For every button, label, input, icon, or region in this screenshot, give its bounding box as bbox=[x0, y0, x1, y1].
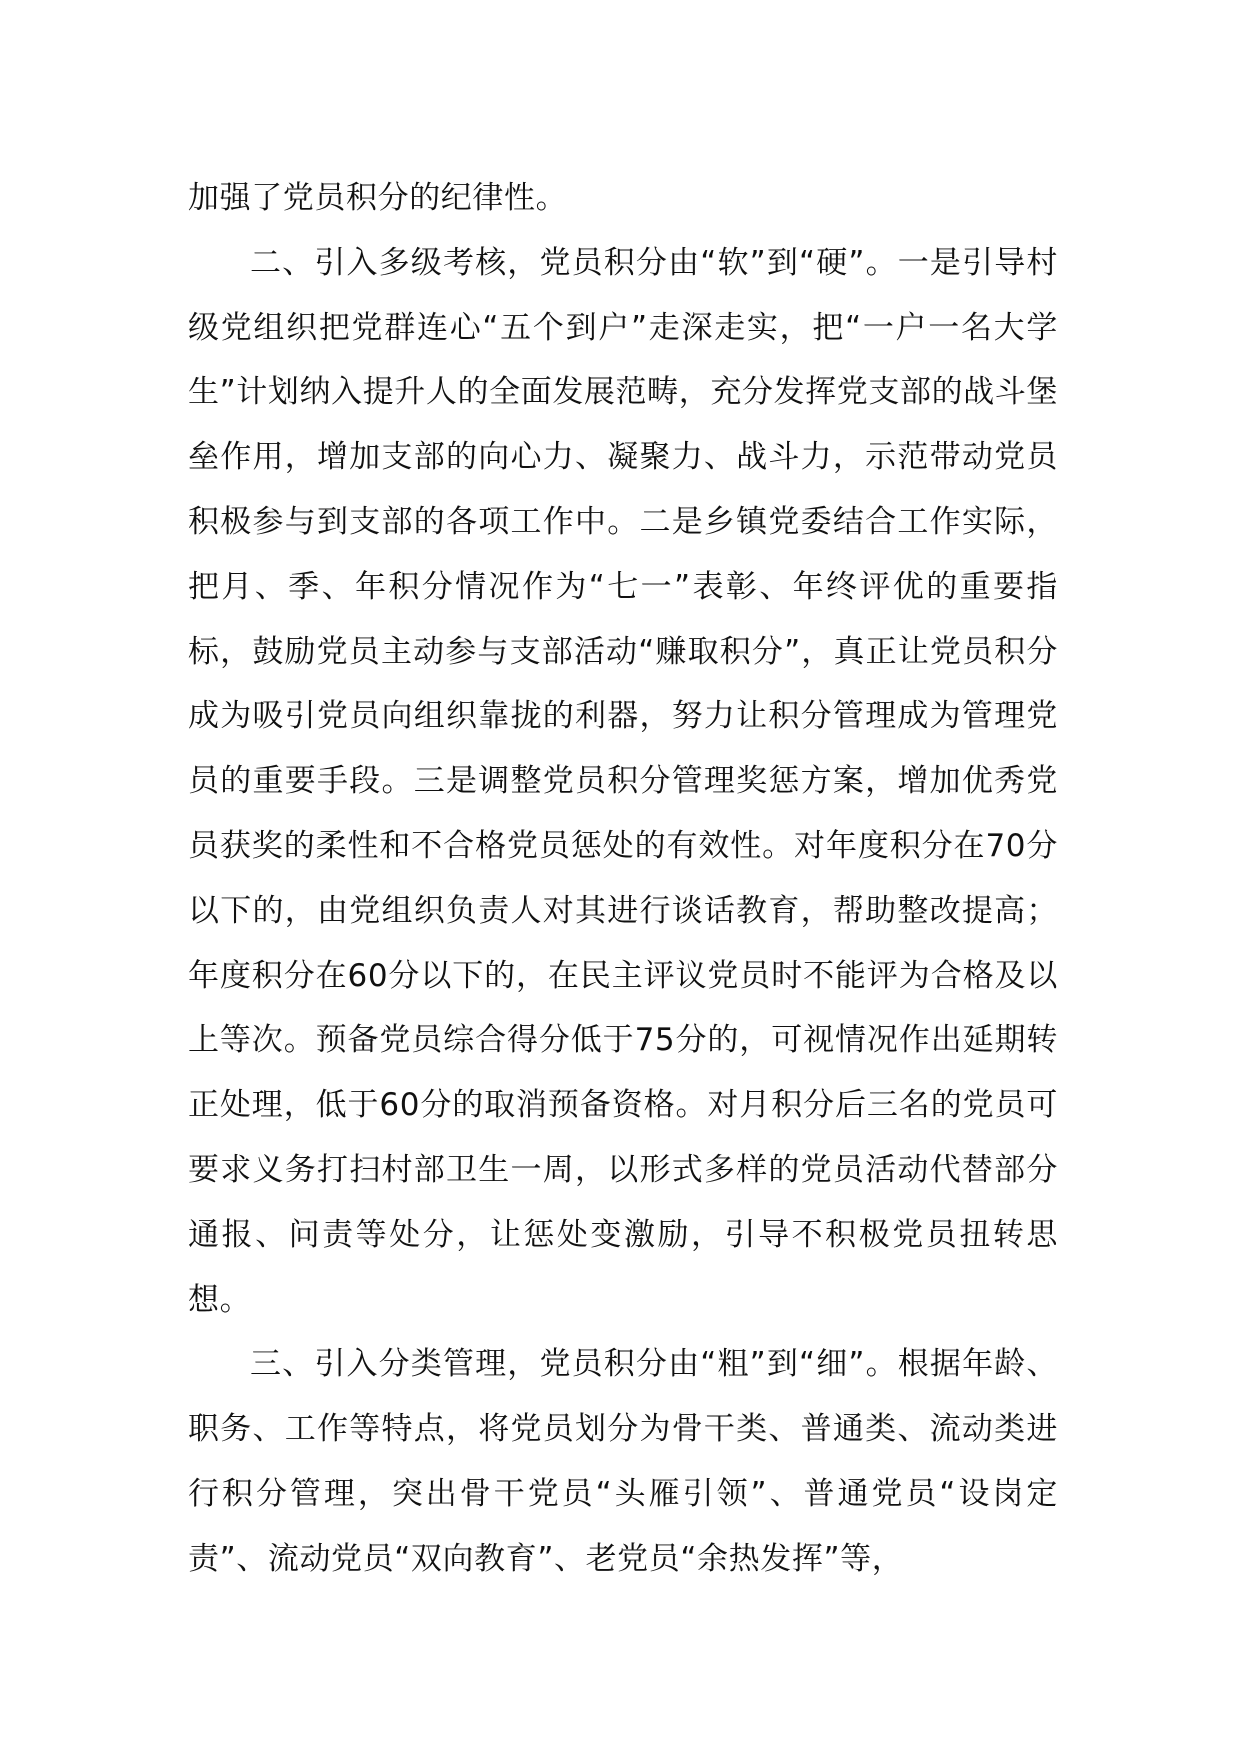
paragraph-section-three: 三、引入分类管理，党员积分由“粗”到“细”。根据年龄、职务、工作等特点，将党员划分为骨干类、普通类、流动类进行积分管理，突出骨干党员“头雁引领”、普通党员“设岗定责”、流动党员“双向教育”、老党员“余热发挥”等， bbox=[188, 1346, 1059, 1577]
document-body bbox=[188, 166, 1058, 1592]
paragraph-continuation: 加强了党员积分的纪律性。 bbox=[188, 180, 568, 216]
paragraph-section-two: 二、引入多级考核，党员积分由“软”到“硬”。一是引导村级党组织把党群连心“五个到户”走深走实，把“一户一名大学生”计划纳入提升人的全面发展范畴，充分发挥党支部的战斗堡垒作用，增加支部的向心力、凝聚力、战斗力，示范带动党员积极参与到支部的各项工作中。二是乡镇党委结合工作实际，把月、季、年积分情况作为“七一”表彰、年终评优的重要指标，鼓励党员主动参与支部活动“赚取积分”，真正让党员积分成为吸引党员向组织靠拢的利器，努力让积分管理成为管理党员的重要手段。三是调整党员积分管理奖惩方案，增加优秀党员获奖的柔性和不合格党员惩处的有效性。对年度积分在70分以下的，由党组织负责人对其进行谈话教育，帮助整改提高；年度积分在60分以下的，在民主评议党员时不能评为合格及以上等次。预备党员综合得分低于75分的，可视情况作出延期转正处理，低于60分的取消预备资格。对月积分后三名的党员可要求义务打扫村部卫生一周，以形式多样的党员活动代替部分通报、问责等处分，让惩处变激励，引导不积极党员扭转思想。 bbox=[188, 244, 1059, 1318]
